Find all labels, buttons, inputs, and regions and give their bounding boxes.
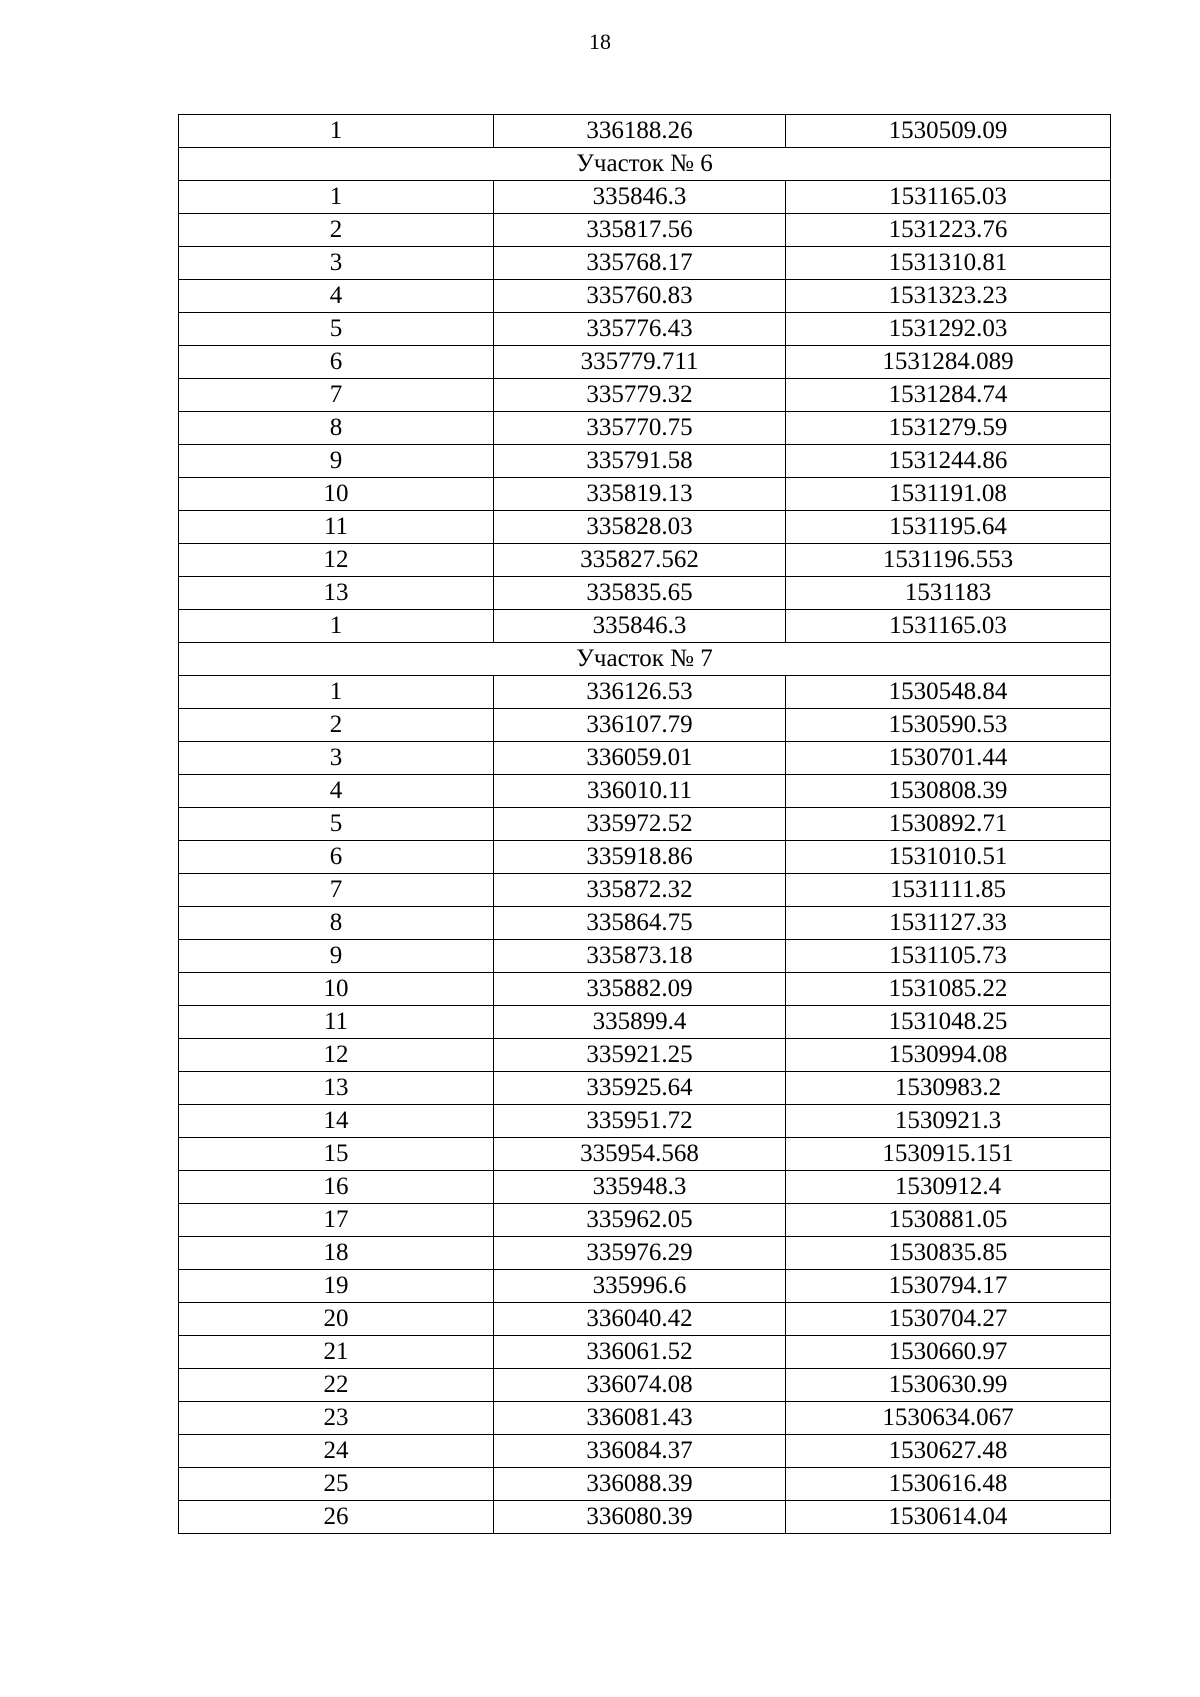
y-coordinate-cell: 1530921.3	[786, 1105, 1111, 1138]
point-number-cell: 16	[179, 1171, 494, 1204]
table-row	[179, 1270, 1111, 1303]
point-number-cell: 3	[179, 247, 494, 280]
table-row	[179, 1369, 1111, 1402]
x-coordinate-cell: 335873.18	[494, 940, 786, 973]
table-row	[179, 478, 1111, 511]
y-coordinate-cell: 1531284.089	[786, 346, 1111, 379]
y-coordinate-cell: 1530701.44	[786, 742, 1111, 775]
point-number-cell: 13	[179, 577, 494, 610]
y-coordinate-cell: 1530892.71	[786, 808, 1111, 841]
table-row	[179, 1105, 1111, 1138]
table-row	[179, 511, 1111, 544]
point-number-cell: 20	[179, 1303, 494, 1336]
point-number-cell: 10	[179, 973, 494, 1006]
table-row	[179, 214, 1111, 247]
x-coordinate-cell: 335817.56	[494, 214, 786, 247]
x-coordinate-cell: 335776.43	[494, 313, 786, 346]
y-coordinate-cell: 1530509.09	[786, 115, 1111, 148]
y-coordinate-cell: 1530616.48	[786, 1468, 1111, 1501]
x-coordinate-cell: 336081.43	[494, 1402, 786, 1435]
x-coordinate-cell: 335948.3	[494, 1171, 786, 1204]
table-row	[179, 1171, 1111, 1204]
coordinates-table-body	[179, 115, 1111, 1534]
y-coordinate-cell: 1530634.067	[786, 1402, 1111, 1435]
table-row	[179, 1138, 1111, 1171]
point-number-cell: 24	[179, 1435, 494, 1468]
x-coordinate-cell: 335976.29	[494, 1237, 786, 1270]
x-coordinate-cell: 336084.37	[494, 1435, 786, 1468]
page-number: 18	[589, 29, 611, 54]
x-coordinate-cell: 336010.11	[494, 775, 786, 808]
table-row	[179, 1501, 1111, 1534]
y-coordinate-cell: 1530704.27	[786, 1303, 1111, 1336]
x-coordinate-cell: 336080.39	[494, 1501, 786, 1534]
y-coordinate-cell: 1530548.84	[786, 676, 1111, 709]
x-coordinate-cell: 335770.75	[494, 412, 786, 445]
x-coordinate-cell: 335918.86	[494, 841, 786, 874]
point-number-cell: 19	[179, 1270, 494, 1303]
y-coordinate-cell: 1531010.51	[786, 841, 1111, 874]
y-coordinate-cell: 1531292.03	[786, 313, 1111, 346]
point-number-cell: 12	[179, 1039, 494, 1072]
table-row	[179, 841, 1111, 874]
y-coordinate-cell: 1530983.2	[786, 1072, 1111, 1105]
section-header-row	[179, 643, 1111, 676]
y-coordinate-cell: 1531191.08	[786, 478, 1111, 511]
x-coordinate-cell: 335791.58	[494, 445, 786, 478]
y-coordinate-cell: 1531279.59	[786, 412, 1111, 445]
x-coordinate-cell: 335872.32	[494, 874, 786, 907]
table-row	[179, 610, 1111, 643]
x-coordinate-cell: 335779.711	[494, 346, 786, 379]
point-number-cell: 1	[179, 115, 494, 148]
table-row	[179, 577, 1111, 610]
x-coordinate-cell: 335828.03	[494, 511, 786, 544]
y-coordinate-cell: 1530994.08	[786, 1039, 1111, 1072]
point-number-cell: 26	[179, 1501, 494, 1534]
point-number-cell: 3	[179, 742, 494, 775]
point-number-cell: 23	[179, 1402, 494, 1435]
x-coordinate-cell: 335846.3	[494, 610, 786, 643]
point-number-cell: 10	[179, 478, 494, 511]
table-row	[179, 313, 1111, 346]
y-coordinate-cell: 1530915.151	[786, 1138, 1111, 1171]
point-number-cell: 2	[179, 709, 494, 742]
table-row	[179, 1468, 1111, 1501]
x-coordinate-cell: 335972.52	[494, 808, 786, 841]
point-number-cell: 15	[179, 1138, 494, 1171]
table-row	[179, 775, 1111, 808]
y-coordinate-cell: 1530660.97	[786, 1336, 1111, 1369]
point-number-cell: 18	[179, 1237, 494, 1270]
y-coordinate-cell: 1530590.53	[786, 709, 1111, 742]
table-row	[179, 412, 1111, 445]
x-coordinate-cell: 335846.3	[494, 181, 786, 214]
x-coordinate-cell: 335882.09	[494, 973, 786, 1006]
x-coordinate-cell: 335779.32	[494, 379, 786, 412]
table-row	[179, 280, 1111, 313]
x-coordinate-cell: 335835.65	[494, 577, 786, 610]
point-number-cell: 8	[179, 412, 494, 445]
y-coordinate-cell: 1531310.81	[786, 247, 1111, 280]
coordinates-table	[178, 114, 1111, 1534]
y-coordinate-cell: 1530912.4	[786, 1171, 1111, 1204]
section-title: Участок № 7	[179, 643, 1111, 676]
point-number-cell: 22	[179, 1369, 494, 1402]
point-number-cell: 25	[179, 1468, 494, 1501]
point-number-cell: 11	[179, 1006, 494, 1039]
point-number-cell: 2	[179, 214, 494, 247]
y-coordinate-cell: 1531196.553	[786, 544, 1111, 577]
y-coordinate-cell: 1531085.22	[786, 973, 1111, 1006]
point-number-cell: 1	[179, 181, 494, 214]
table-row	[179, 676, 1111, 709]
table-row	[179, 973, 1111, 1006]
section-header-row	[179, 148, 1111, 181]
table-row	[179, 181, 1111, 214]
point-number-cell: 11	[179, 511, 494, 544]
table-row	[179, 874, 1111, 907]
table-row	[179, 907, 1111, 940]
point-number-cell: 1	[179, 610, 494, 643]
table-row	[179, 346, 1111, 379]
x-coordinate-cell: 335954.568	[494, 1138, 786, 1171]
table-row	[179, 445, 1111, 478]
table-row	[179, 1006, 1111, 1039]
x-coordinate-cell: 335951.72	[494, 1105, 786, 1138]
y-coordinate-cell: 1531127.33	[786, 907, 1111, 940]
y-coordinate-cell: 1530835.85	[786, 1237, 1111, 1270]
y-coordinate-cell: 1530794.17	[786, 1270, 1111, 1303]
x-coordinate-cell: 336088.39	[494, 1468, 786, 1501]
section-title: Участок № 6	[179, 148, 1111, 181]
y-coordinate-cell: 1531284.74	[786, 379, 1111, 412]
x-coordinate-cell: 336074.08	[494, 1369, 786, 1402]
point-number-cell: 8	[179, 907, 494, 940]
point-number-cell: 7	[179, 874, 494, 907]
x-coordinate-cell: 336061.52	[494, 1336, 786, 1369]
table-row	[179, 1072, 1111, 1105]
point-number-cell: 17	[179, 1204, 494, 1237]
point-number-cell: 1	[179, 676, 494, 709]
table-row	[179, 379, 1111, 412]
x-coordinate-cell: 335899.4	[494, 1006, 786, 1039]
table-row	[179, 115, 1111, 148]
y-coordinate-cell: 1531165.03	[786, 181, 1111, 214]
y-coordinate-cell: 1531323.23	[786, 280, 1111, 313]
x-coordinate-cell: 336126.53	[494, 676, 786, 709]
y-coordinate-cell: 1531048.25	[786, 1006, 1111, 1039]
x-coordinate-cell: 335768.17	[494, 247, 786, 280]
x-coordinate-cell: 335819.13	[494, 478, 786, 511]
x-coordinate-cell: 336188.26	[494, 115, 786, 148]
table-row	[179, 709, 1111, 742]
x-coordinate-cell: 335962.05	[494, 1204, 786, 1237]
table-row	[179, 1303, 1111, 1336]
point-number-cell: 4	[179, 775, 494, 808]
x-coordinate-cell: 335996.6	[494, 1270, 786, 1303]
y-coordinate-cell: 1530881.05	[786, 1204, 1111, 1237]
y-coordinate-cell: 1530630.99	[786, 1369, 1111, 1402]
table-row	[179, 544, 1111, 577]
y-coordinate-cell: 1531223.76	[786, 214, 1111, 247]
table-row	[179, 1402, 1111, 1435]
x-coordinate-cell: 335921.25	[494, 1039, 786, 1072]
y-coordinate-cell: 1531183	[786, 577, 1111, 610]
table-row	[179, 1435, 1111, 1468]
point-number-cell: 4	[179, 280, 494, 313]
point-number-cell: 6	[179, 841, 494, 874]
point-number-cell: 7	[179, 379, 494, 412]
table-row	[179, 742, 1111, 775]
point-number-cell: 6	[179, 346, 494, 379]
x-coordinate-cell: 336059.01	[494, 742, 786, 775]
y-coordinate-cell: 1531105.73	[786, 940, 1111, 973]
y-coordinate-cell: 1531165.03	[786, 610, 1111, 643]
table-row	[179, 808, 1111, 841]
y-coordinate-cell: 1530627.48	[786, 1435, 1111, 1468]
table-row	[179, 940, 1111, 973]
point-number-cell: 14	[179, 1105, 494, 1138]
table-row	[179, 1336, 1111, 1369]
y-coordinate-cell: 1531195.64	[786, 511, 1111, 544]
point-number-cell: 13	[179, 1072, 494, 1105]
table-row	[179, 1204, 1111, 1237]
y-coordinate-cell: 1530808.39	[786, 775, 1111, 808]
x-coordinate-cell: 335827.562	[494, 544, 786, 577]
point-number-cell: 9	[179, 445, 494, 478]
x-coordinate-cell: 336040.42	[494, 1303, 786, 1336]
table-row	[179, 247, 1111, 280]
point-number-cell: 5	[179, 808, 494, 841]
point-number-cell: 21	[179, 1336, 494, 1369]
y-coordinate-cell: 1531111.85	[786, 874, 1111, 907]
point-number-cell: 5	[179, 313, 494, 346]
y-coordinate-cell: 1530614.04	[786, 1501, 1111, 1534]
x-coordinate-cell: 335760.83	[494, 280, 786, 313]
y-coordinate-cell: 1531244.86	[786, 445, 1111, 478]
point-number-cell: 9	[179, 940, 494, 973]
table-row	[179, 1039, 1111, 1072]
x-coordinate-cell: 335864.75	[494, 907, 786, 940]
x-coordinate-cell: 335925.64	[494, 1072, 786, 1105]
point-number-cell: 12	[179, 544, 494, 577]
table-row	[179, 1237, 1111, 1270]
x-coordinate-cell: 336107.79	[494, 709, 786, 742]
